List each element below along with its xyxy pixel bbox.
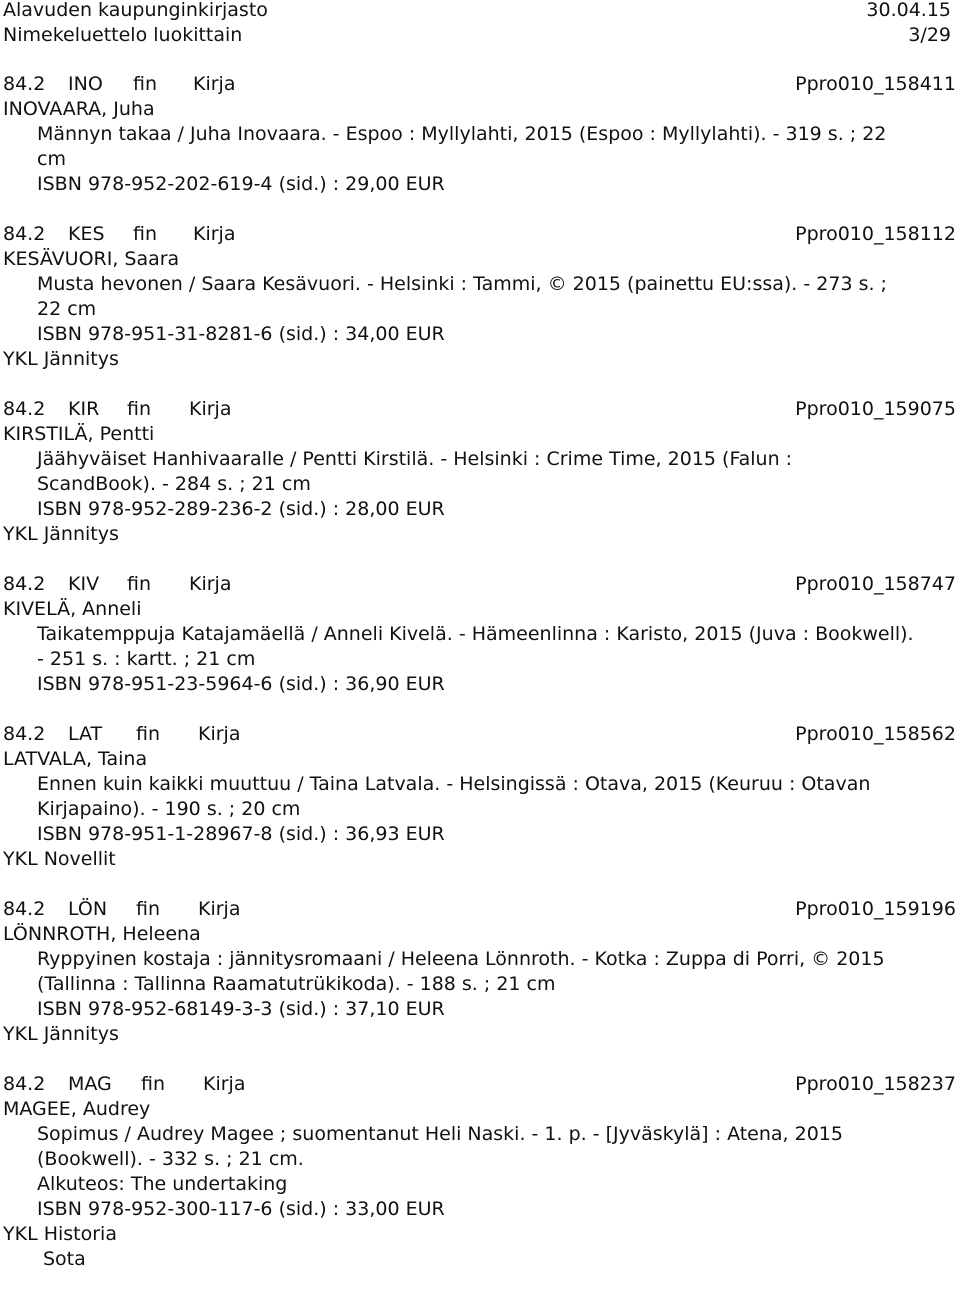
record-author: INOVAARA, Juha: [3, 98, 155, 120]
record-author: KIRSTILÄ, Pentti: [3, 423, 155, 445]
record-heading: [0, 722, 960, 747]
record-id: Ppro010_158747: [795, 573, 956, 595]
shelf-code: INO: [68, 73, 103, 95]
record-subject: YKL Jännitys: [3, 523, 119, 545]
record-subject: YKL Jännitys: [3, 348, 119, 370]
language-code: fin: [127, 398, 152, 420]
record-description-line: Taikatemppuja Katajamäellä / Anneli Kivelä. - Hämeenlinna : Karisto, 2015 (Juva : Bookwell).: [37, 623, 914, 645]
language-code: fin: [133, 73, 158, 95]
shelf-code: LAT: [68, 723, 103, 745]
record-author: MAGEE, Audrey: [3, 1098, 151, 1120]
catalog-record: [0, 722, 960, 872]
material-type: Kirja: [198, 723, 241, 745]
catalog-record: [0, 222, 960, 372]
record-description-line: 22 cm: [37, 298, 97, 320]
shelf-code: KIV: [68, 573, 100, 595]
record-id: Ppro010_158411: [795, 73, 956, 95]
list-title: Nimekeluettelo luokittain: [3, 24, 243, 46]
record-id: Ppro010_158237: [795, 1073, 956, 1095]
material-type: Kirja: [189, 398, 232, 420]
class-number: 84.2: [3, 723, 46, 745]
class-number: 84.2: [3, 223, 46, 245]
material-type: Kirja: [193, 223, 236, 245]
record-description-line: ScandBook). - 284 s. ; 21 cm: [37, 473, 311, 495]
catalog-record: [0, 572, 960, 697]
record-heading: [0, 72, 960, 97]
record-description-line: (Bookwell). - 332 s. ; 21 cm.: [37, 1148, 304, 1170]
catalog-record: [0, 897, 960, 1047]
record-description-line: Ryppyinen kostaja : jännitysromaani / Heleena Lönnroth. - Kotka : Zuppa di Porri, © 2015: [37, 948, 885, 970]
record-heading: [0, 897, 960, 922]
catalog-record: [0, 397, 960, 547]
record-description-line: ISBN 978-952-68149-3-3 (sid.) : 37,10 EUR: [37, 998, 445, 1020]
header-row-2: [0, 23, 960, 48]
record-description-line: Musta hevonen / Saara Kesävuori. - Helsinki : Tammi, © 2015 (painettu EU:ssa). - 273 s. ;: [37, 273, 887, 295]
shelf-code: LÖN: [68, 898, 108, 920]
record-description-line: Jäähyväiset Hanhivaaralle / Pentti Kirstilä. - Helsinki : Crime Time, 2015 (Falun :: [37, 448, 793, 470]
material-type: Kirja: [203, 1073, 246, 1095]
class-number: 84.2: [3, 73, 46, 95]
record-heading: [0, 397, 960, 422]
record-list: [0, 72, 960, 1297]
record-description-line: ISBN 978-952-300-117-6 (sid.) : 33,00 EUR: [37, 1198, 445, 1220]
shelf-code: KIR: [68, 398, 100, 420]
record-description-line: Ennen kuin kaikki muuttuu / Taina Latvala. - Helsingissä : Otava, 2015 (Keuruu : Otavan: [37, 773, 871, 795]
record-subject: YKL Novellit: [3, 848, 116, 870]
library-name: Alavuden kaupunginkirjasto: [3, 0, 268, 21]
record-id: Ppro010_158562: [795, 723, 956, 745]
catalog-record: [0, 1072, 960, 1272]
language-code: fin: [133, 223, 158, 245]
material-type: Kirja: [193, 73, 236, 95]
class-number: 84.2: [3, 898, 46, 920]
record-description-line: ISBN 978-952-202-619-4 (sid.) : 29,00 EUR: [37, 173, 445, 195]
record-description-line: Kirjapaino). - 190 s. ; 20 cm: [37, 798, 301, 820]
record-heading: [0, 222, 960, 247]
language-code: fin: [141, 1073, 166, 1095]
header-row-1: [0, 0, 960, 23]
record-description-line: - 251 s. : kartt. ; 21 cm: [37, 648, 256, 670]
class-number: 84.2: [3, 1073, 46, 1095]
record-description-line: cm: [37, 148, 66, 170]
language-code: fin: [136, 898, 161, 920]
page-header: [0, 0, 960, 48]
record-author: LATVALA, Taina: [3, 748, 148, 770]
record-description-line: ISBN 978-951-31-8281-6 (sid.) : 34,00 EUR: [37, 323, 445, 345]
record-author: LÖNNROTH, Heleena: [3, 923, 201, 945]
record-description-line: ISBN 978-951-23-5964-6 (sid.) : 36,90 EUR: [37, 673, 445, 695]
material-type: Kirja: [198, 898, 241, 920]
report-date: 30.04.15: [866, 0, 951, 21]
language-code: fin: [127, 573, 152, 595]
page-number: 3/29: [908, 24, 951, 46]
class-number: 84.2: [3, 573, 46, 595]
record-description-line: Alkuteos: The undertaking: [37, 1173, 288, 1195]
record-subject: YKL Jännitys: [3, 1023, 119, 1045]
record-id: Ppro010_158112: [795, 223, 956, 245]
language-code: fin: [136, 723, 161, 745]
record-description-line: ISBN 978-952-289-236-2 (sid.) : 28,00 EUR: [37, 498, 445, 520]
catalog-record: [0, 72, 960, 197]
record-description-line: Sopimus / Audrey Magee ; suomentanut Heli Naski. - 1. p. - [Jyväskylä] : Atena, 2015: [37, 1123, 843, 1145]
record-subject: YKL Historia: [3, 1223, 117, 1245]
record-author: KESÄVUORI, Saara: [3, 248, 180, 270]
record-description-line: ISBN 978-951-1-28967-8 (sid.) : 36,93 EUR: [37, 823, 445, 845]
record-heading: [0, 1072, 960, 1097]
material-type: Kirja: [189, 573, 232, 595]
shelf-code: KES: [68, 223, 105, 245]
record-description-line: (Tallinna : Tallinna Raamatutrükikoda). - 188 s. ; 21 cm: [37, 973, 556, 995]
record-subject: Sota: [43, 1248, 86, 1270]
record-id: Ppro010_159196: [795, 898, 956, 920]
record-id: Ppro010_159075: [795, 398, 956, 420]
record-heading: [0, 572, 960, 597]
class-number: 84.2: [3, 398, 46, 420]
record-description-line: Männyn takaa / Juha Inovaara. - Espoo : Myllylahti, 2015 (Espoo : Myllylahti). - 319 s. ; 22: [37, 123, 887, 145]
shelf-code: MAG: [68, 1073, 112, 1095]
record-author: KIVELÄ, Anneli: [3, 598, 142, 620]
